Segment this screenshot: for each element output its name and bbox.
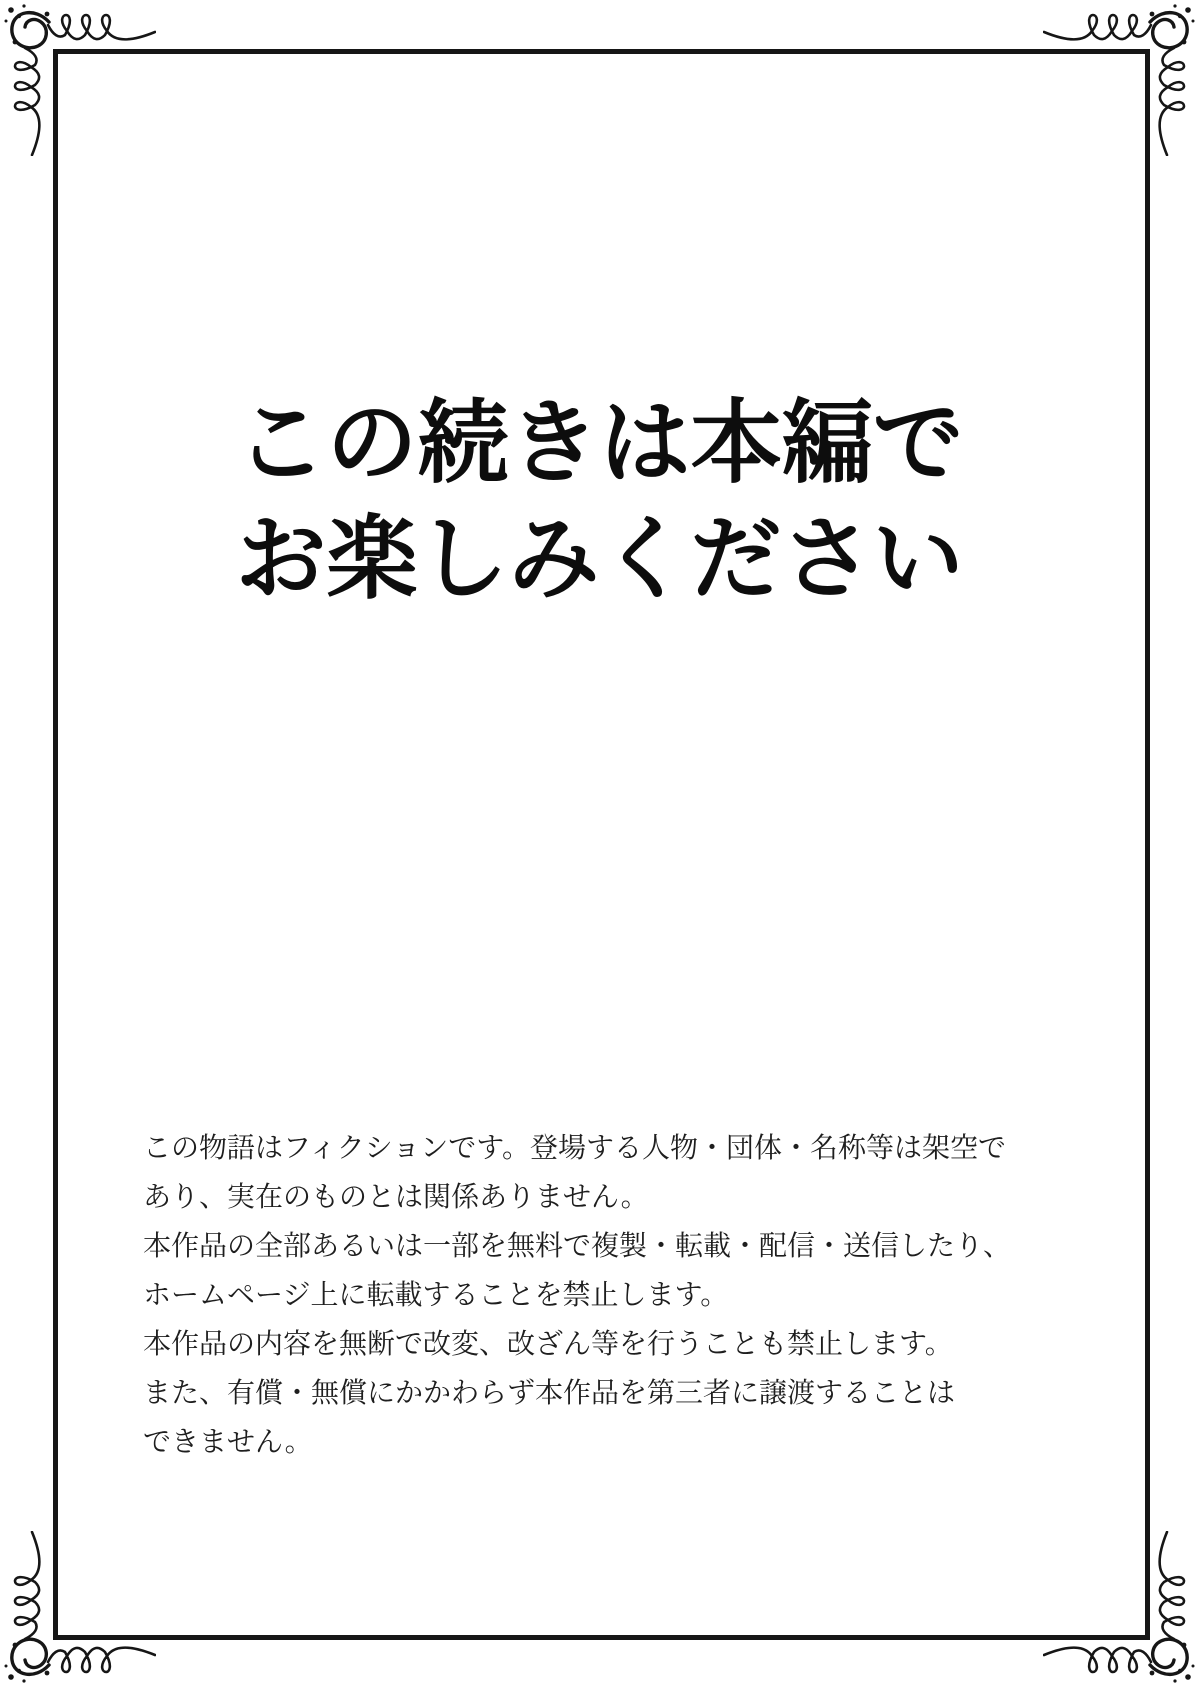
page-title-line-2: お楽しみください <box>235 507 964 612</box>
copyright-disclaimer <box>143 1123 1023 1466</box>
disclaimer-line: この物語はフィクションです。登場する人物・団体・名称等は架空で <box>143 1131 1006 1164</box>
page-title <box>0 386 1199 618</box>
disclaimer-line: あり、実在のものとは関係ありません。 <box>143 1180 649 1213</box>
corner-flourish-icon <box>1043 1531 1198 1686</box>
corner-flourish-icon <box>1 1 156 156</box>
disclaimer-line: 本作品の全部あるいは一部を無料で複製・転載・配信・送信したり、 <box>143 1229 1012 1262</box>
disclaimer-line: ホームページ上に転載することを禁止します。 <box>143 1278 729 1311</box>
disclaimer-line: できません。 <box>143 1425 313 1458</box>
disclaimer-line: 本作品の内容を無断で改変、改ざん等を行うことも禁止します。 <box>143 1327 953 1360</box>
disclaimer-line: また、有償・無償にかかわらず本作品を第三者に譲渡することは <box>143 1376 956 1409</box>
page-title-line-1: この続きは本編で <box>235 391 964 496</box>
corner-flourish-icon <box>1 1531 156 1686</box>
corner-flourish-icon <box>1043 1 1198 156</box>
